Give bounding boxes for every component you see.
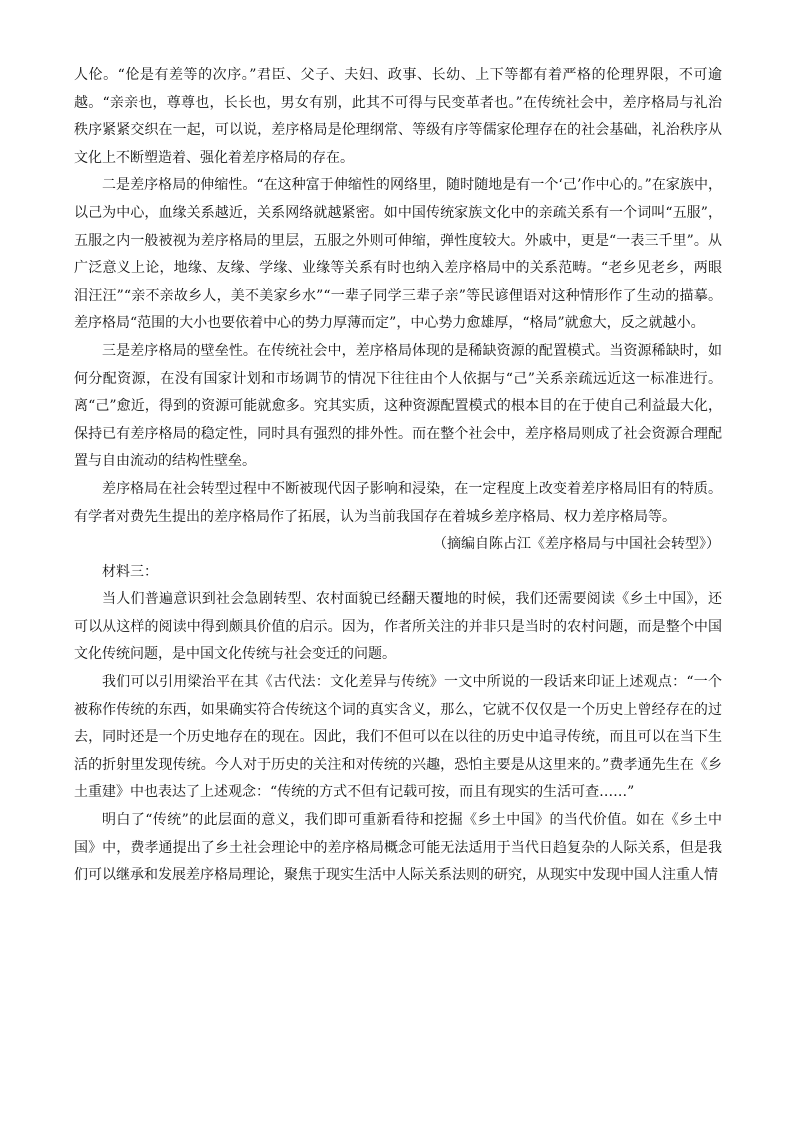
paragraph-4: 差序格局在社会转型过程中不断被现代因子影响和浸染，在一定程度上改变着差序格局旧有的特质。有学者对费先生提出的差序格局作了拓展，认为当前我国存在着城乡差序格局、权力差序格局等。 [74, 480, 722, 525]
material-paragraph-3: 明白了“传统”的此层面的意义，我们即可重新看待和挖掘《乡土中国》的当代价值。如在《乡土中国》中，费孝通提出了乡土社会理论中的差序格局概念可能无法适用于当代日趋复杂的人际关系，但是我们可以继承和发展差序格局理论，聚焦于现实生活中人际关系法则的研究，从现实中发现中国人注重人情 [74, 812, 722, 884]
document-page [74, 62, 722, 890]
material-paragraph-2: 我们可以引用梁治平在其《古代法：文化差异与传统》一文中所说的一段话来印证上述观点：“一个被称作传统的东西，如果确实符合传统这个词的真实含义，那么，它就不仅仅是一个历史上曾经存在的过去，同时还是一个历史地存在的现在。因此，我们不但可以在以往的历史中追寻传统，而且可以在当下生活的折射里发现传统。今人对于历史的关注和对传统的兴趣，恐怕主要是从这里来的。”费孝通先生在《乡土重建》中也表达了上述观念：“传统的方式不但有记载可按，而且有现实的生活可查……” [74, 674, 722, 801]
paragraph-1: 人伦。“伦是有差等的次序。”君臣、父子、夫妇、政事、长幼、上下等都有着严格的伦理界限，不可逾越。“亲亲也，尊尊也，长长也，男女有别，此其不可得与民变革者也。”在传统社会中，差序格局与礼治秩序紧紧交织在一起，可以说，差序格局是伦理纲常、等级有序等儒家伦理存在的社会基础，礼治秩序从文化上不断塑造着、强化着差序格局的存在。 [74, 67, 722, 166]
source-citation: （摘编自陈占江《差序格局与中国社会转型》） [433, 536, 720, 553]
material-paragraph-1: 当人们普遍意识到社会急剧转型、农村面貌已经翻天覆地的时候，我们还需要阅读《乡土中国》，还可以从这样的阅读中得到颇具价值的启示。因为，作者所关注的并非只是当时的农村问题，而是整个中国文化传统问题，是中国文化传统与社会变迁的问题。 [74, 591, 722, 663]
paragraph-2: 二是差序格局的伸缩性。“在这种富于伸缩性的网络里，随时随地是有一个‘己’作中心的。”在家族中，以己为中心，血缘关系越近，关系网络就越紧密。如中国传统家族文化中的亲疏关系有一个词叫“五服”，五服之内一般被视为差序格局的里层，五服之外则可伸缩，弹性度较大。外戚中，更是“一表三千里”。从广泛意义上论，地缘、友缘、学缘、业缘等关系有时也纳入差序格局中的关系范畴。“老乡见老乡，两眼泪汪汪”“亲不亲故乡人，美不美家乡水”“一辈子同学三辈子亲”等民谚俚语对这种情形作了生动的描摹。差序格局“范围的大小也要依着中心的势力厚薄而定”，中心势力愈雄厚，“格局”就愈大，反之就越小。 [74, 177, 722, 332]
material-three-label: 材料三： [102, 563, 158, 580]
paragraph-3: 三是差序格局的壁垒性。在传统社会中，差序格局体现的是稀缺资源的配置模式。当资源稀缺时，如何分配资源，在没有国家计划和市场调节的情况下往往由个人依据与“己”关系亲疏远近这一标准进行。离“己”愈近，得到的资源可能就愈多。究其实质，这种资源配置模式的根本目的在于使自己利益最大化，保持已有差序格局的稳定性，同时具有强烈的排外性。而在整个社会中，差序格局则成了社会资源合理配置与自由流动的结构性壁垒。 [74, 342, 722, 470]
